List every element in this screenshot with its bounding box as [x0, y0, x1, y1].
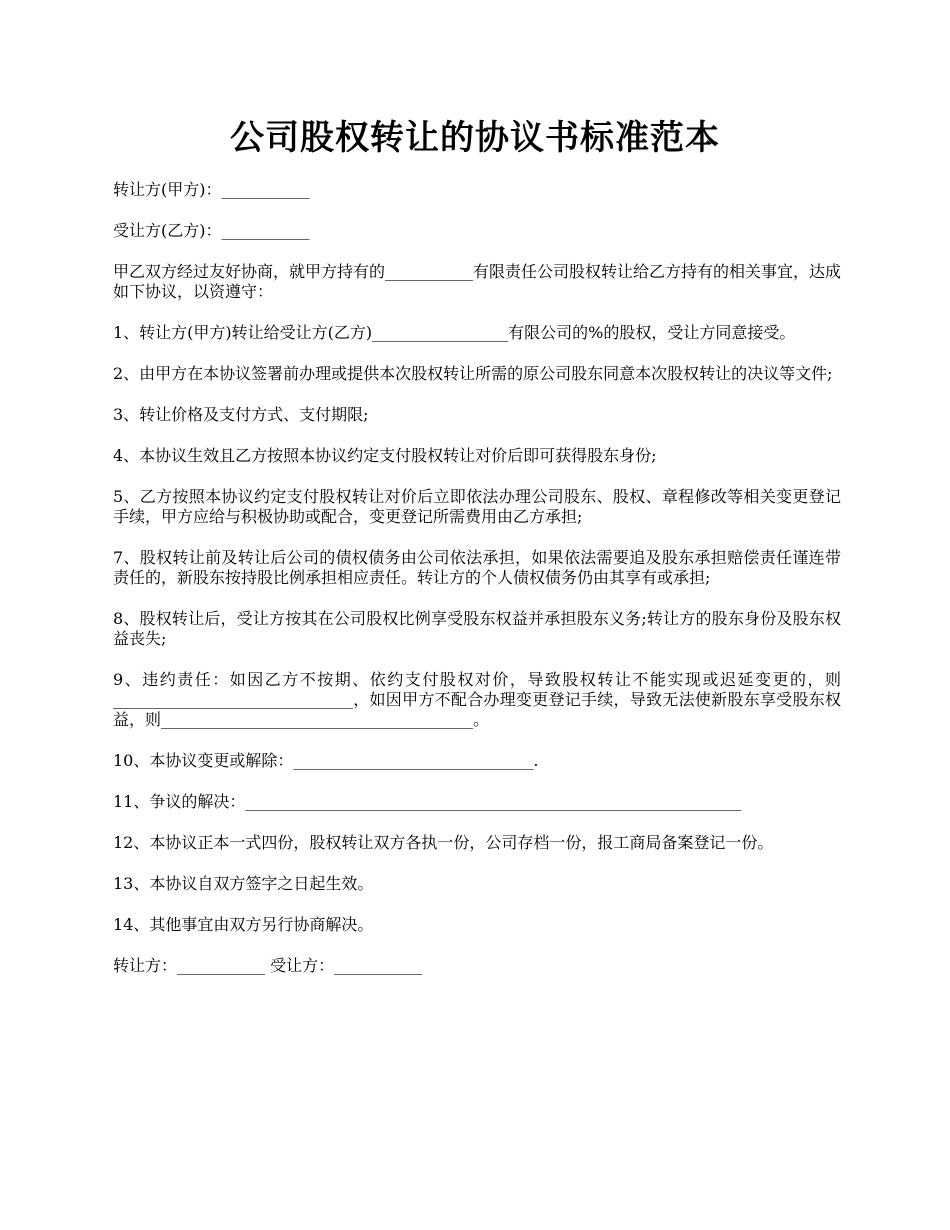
clause-3: 3、转让价格及支付方式、支付期限;	[113, 405, 369, 424]
clause-8: 8、股权转让后，受让方按其在公司股权比例享受股东权益并承担股东义务;转让方的股东身份及股东权益丧失;	[113, 609, 841, 648]
clause-7: 7、股权转让前及转让后公司的债权债务由公司依法承担，如果依法需要追及股东承担赔偿责任谨连带责任的，新股东按持股比例承担相应责任。转让方的个人债权债务仍由其享有或承担;	[113, 548, 841, 587]
document-title: 公司股权转让的协议书标准范本	[230, 118, 720, 158]
signature-line: 转让方：___________ 受让方：___________	[113, 956, 423, 975]
clause-13: 13、本协议自双方签字之日起生效。	[113, 874, 374, 893]
party-b-line: 受让方(乙方)：___________	[113, 221, 310, 240]
clause-1: 1、转让方(甲方)转让给受让方(乙方)_________________有限公司的%的股权，受让方同意接受。	[113, 323, 796, 342]
party-a-line: 转让方(甲方)：___________	[113, 180, 310, 199]
clause-10: 10、本协议变更或解除：______________________________.	[113, 751, 539, 770]
clause-5: 5、乙方按照本协议约定支付股权转让对价后立即依法办理公司股东、股权、章程修改等相关变更登记手续，甲方应给与积极协助或配合，变更登记所需费用由乙方承担;	[113, 487, 841, 526]
clause-14: 14、其他事宜由双方另行协商解决。	[113, 915, 374, 934]
preamble-paragraph: 甲乙双方经过友好协商，就甲方持有的___________有限责任公司股权转让给乙方持有的相关事宜，达成如下协议，以资遵守：	[113, 262, 842, 301]
clause-12: 12、本协议正本一式四份，股权转让双方各执一份，公司存档一份，报工商局备案登记一份。	[113, 833, 774, 852]
document-body	[113, 180, 841, 997]
clause-11: 11、争议的解决：______________________________________________________________	[113, 792, 742, 811]
clause-9: 9、违约责任：如因乙方不按期、依约支付股权对价，导致股权转让不能实现或迟延变更的，则______________________________，如因甲方不配合办理变更登记手续，导致无法使新股东享受股东权益，则_______________________________________。	[113, 670, 841, 729]
clause-4: 4、本协议生效且乙方按照本协议约定支付股权转让对价后即可获得股东身份;	[113, 446, 657, 465]
clause-2: 2、由甲方在本协议签署前办理或提供本次股权转让所需的原公司股东同意本次股权转让的决议等文件;	[113, 364, 833, 383]
